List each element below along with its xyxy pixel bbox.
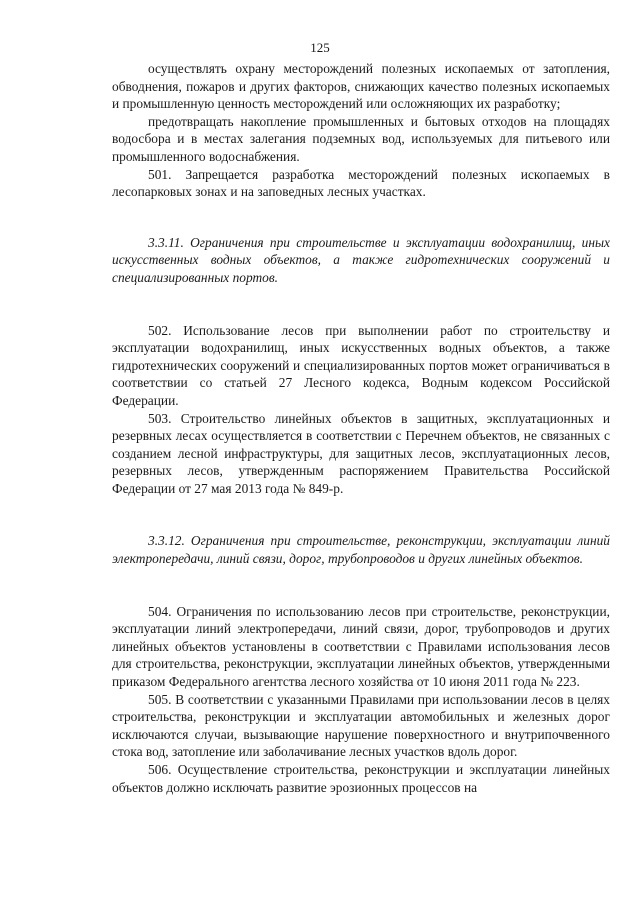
paragraph-506: 506. Осуществление строительства, реконструкции и эксплуатации линейных объектов должно исключать развитие эрозионных процессов на <box>112 762 610 795</box>
paragraph-502: 502. Использование лесов при выполнении работ по строительству и эксплуатации водохранилищ, иных искусственных водных объектов, а также гидротехнических сооружений и специализированных портов может ограничиваться в соответствии со статьей 27 Лесного кодекса, Водным кодексом Российской Федерации. <box>112 322 610 408</box>
paragraph-503: 503. Строительство линейных объектов в защитных, эксплуатационных и резервных лесах осуществляется в соответствии с Перечнем объектов, не связанных с созданием лесной инфраструктуры, для защитных лесов, эксплуатационных лесов, резервных лесов, утвержденным распоряжением Правительства Российской Федерации от 27 мая 2013 года № 849-р. <box>112 410 610 496</box>
paragraph-waste: предотвращать накопление промышленных и бытовых отходов на площадях водосбора и в местах залегания подземных вод, используемых для питьевого или промышленного водоснабжения. <box>112 113 610 164</box>
paragraph-504: 504. Ограничения по использованию лесов при строительстве, реконструкции, эксплуатации линий электропередачи, линий связи, дорог, трубопроводов и других линейных объектов установлены в соответствии с Правилами использования лесов для строительства, реконструкции, эксплуатации линейных объектов, утвержденными приказом Федерального агентства лесного хозяйства от 10 июня 2011 года № 223. <box>112 603 610 690</box>
paragraph-501: 501. Запрещается разработка месторождений полезных ископаемых в лесопарковых зонах и на заповедных лесных участках. <box>112 166 610 200</box>
paragraph-continuation: осуществлять охрану месторождений полезных ископаемых от затопления, обводнения, пожаров и других факторов, снижающих качество полезных ископаемых и промышленную ценность месторождений или осложняющих их разработку; <box>112 61 610 112</box>
paragraph-505: 505. В соответствии с указанными Правилами при использовании лесов в целях строительства, реконструкции и эксплуатации автомобильных и железных дорог исключаются случаи, вызывающие нарушение поверхностного и внутрипочвенного стока вод, затопление или заболачивание лесных участков вдоль дорог. <box>112 691 610 760</box>
document-body <box>112 60 610 796</box>
section-heading-3-3-11: 3.3.11. Ограничения при строительстве и эксплуатации водохранилищ, иных искусственных водных объектов, а также гидротехнических сооружений и специализированных портов. <box>112 234 610 285</box>
page-number: 125 <box>310 40 330 55</box>
section-heading-3-3-12: 3.3.12. Ограничения при строительстве, реконструкции, эксплуатации линий электропередачи, линий связи, дорог, трубопроводов и других линейных объектов. <box>112 533 610 567</box>
